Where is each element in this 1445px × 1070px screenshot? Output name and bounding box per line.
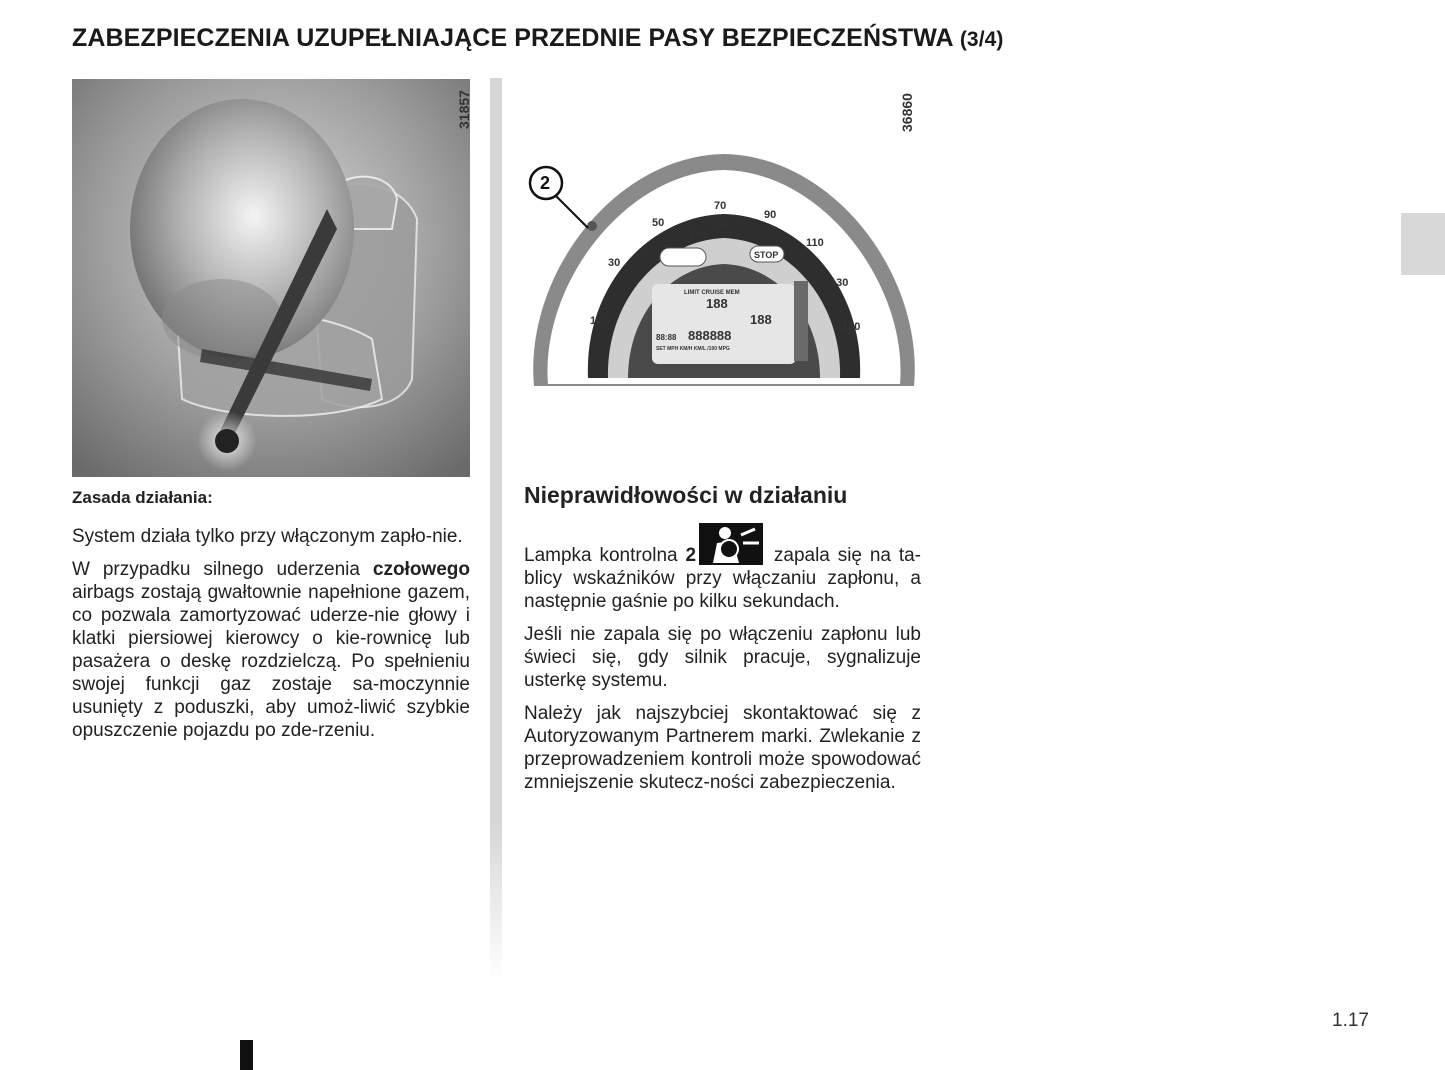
paragraph-malfunction: Jeśli nie zapala się po włączeniu zapłonu lub świeci się, gdy silnik pracuje, sygnalizuje usterkę systemu.	[524, 624, 921, 691]
text-lamp-number: 2	[685, 545, 697, 566]
page-part: (3/4)	[959, 28, 1004, 51]
text-frontal-after: airbags zostają gwałtownie napełnione gazem, co pozwala zamortyzować uderze-nie głowy i klatki piersiowej kierowcy o kie-rownicę lub pasażera o deskę rozdzielczą. Po spełnieniu swojej funkcji gaz zostaje sa-moczynnie usunięty z poduszki, aby umoż-liwić szybkie opuszczenie pojazdu po zde-rzeniu.	[72, 582, 470, 741]
speed-label-70: 70	[714, 200, 727, 212]
paragraph-ignition: System działa tylko przy włączonym zapło-nie.	[72, 526, 463, 547]
airbag-warning-icon	[699, 523, 763, 565]
display-header: LIMIT CRUISE MEM	[684, 290, 740, 296]
dashboard-figure	[524, 86, 924, 406]
display-units: SET MPH KM/H KM/L /100 MPG	[656, 346, 730, 352]
speed-label-30: 30	[608, 257, 621, 269]
speed-label-110: 110	[806, 237, 824, 249]
display-clock: 88:88	[656, 333, 677, 342]
speed-label-150: 150	[842, 321, 861, 333]
principle-subheading: Zasada działania:	[72, 488, 213, 507]
malfunction-heading: Nieprawidłowości w działaniu	[524, 482, 848, 508]
display-speed-2: 188	[750, 312, 772, 327]
page-title	[72, 24, 1004, 53]
column-divider	[490, 78, 502, 983]
bottom-marker	[240, 1040, 253, 1070]
paragraph-contact-dealer: Należy jak najszybciej skontaktować się z Autoryzowanym Partnerem marki. Zwlekanie z przeprowadzeniem kontroli może spowodować zmniejszenie skutecz-ności zabezpieczenia.	[524, 703, 921, 793]
seat-airbag-figure	[72, 79, 470, 477]
paragraph-frontal-impact	[72, 558, 470, 742]
text-frontal-before: W przypadku silnego uderzenia	[72, 559, 373, 580]
right-column	[524, 484, 921, 804]
instrument-cluster-illustration	[524, 86, 924, 406]
page-title-text: ZABEZPIECZENIA UZUPEŁNIAJĄCE PRZEDNIE PASY BEZPIECZEŃSTWA	[72, 24, 953, 52]
speed-label-50: 50	[652, 217, 665, 229]
speed-label-90: 90	[764, 209, 777, 221]
callout-number: 2	[540, 173, 551, 193]
airbag-seat-illustration	[72, 79, 470, 477]
page-number: 1.17	[1332, 1010, 1369, 1031]
figure-code-dashboard: 36860	[899, 93, 915, 132]
text-lamp-before: Lampka kontrolna	[524, 545, 686, 566]
display-speed: 188	[706, 296, 728, 311]
text-frontal-bold: czołowego	[372, 559, 470, 580]
kmh-label: km/h	[716, 222, 728, 228]
airbag-warning-lamp-icon	[587, 221, 597, 231]
speed-label-130: 130	[830, 277, 849, 289]
paragraph-warning-lamp	[524, 523, 921, 613]
left-column	[72, 486, 470, 752]
figure-code-seat: 31857	[456, 90, 472, 129]
eco-label: ECO	[690, 230, 710, 240]
speed-label-10: 10	[590, 315, 603, 327]
chapter-tab	[1401, 213, 1445, 275]
display-odometer: 888888	[688, 328, 732, 343]
text-lamp-after: zapala się na ta-blicy wskaźników przy włączaniu zapłonu, a następnie gaśnie po kilku sekundach.	[524, 545, 921, 612]
stop-label: STOP	[754, 250, 779, 260]
